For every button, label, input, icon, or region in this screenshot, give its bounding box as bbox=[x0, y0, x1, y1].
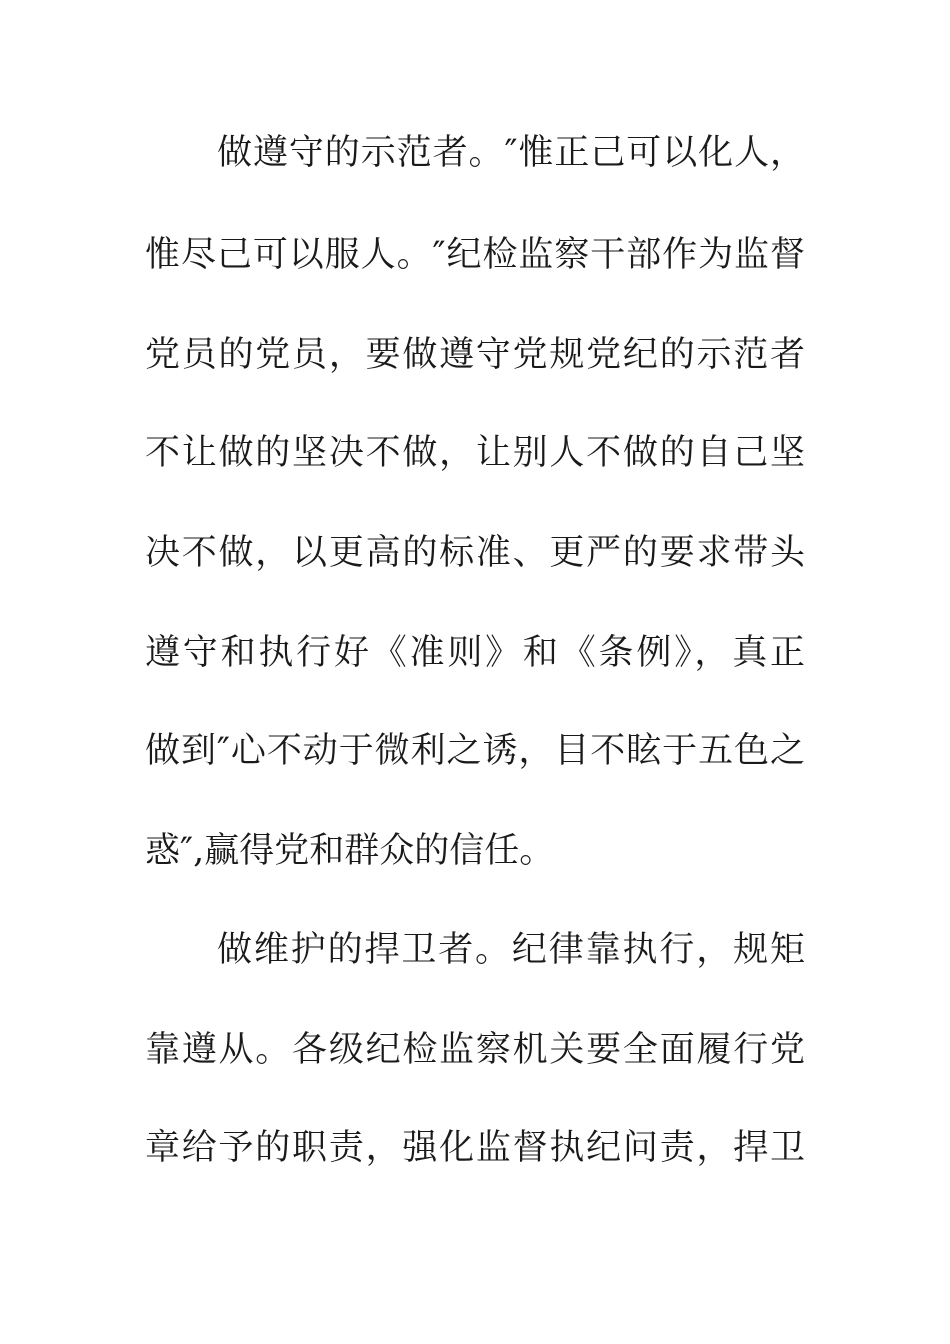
paragraph-2-line-3: 章给予的职责，强化监督执纪问责，捍卫 bbox=[145, 1128, 805, 1168]
paragraph-1-line-6: 遵守和执行好《准则》和《条例》，真正 bbox=[145, 633, 805, 673]
paragraph-1-line-8: 惑″,赢得党和群众的信任。 bbox=[145, 831, 555, 871]
paragraph-1-line-4: 不让做的坚决不做，让别人不做的自己坚 bbox=[145, 433, 805, 473]
paragraph-2-line-2: 靠遵从。各级纪检监察机关要全面履行党 bbox=[145, 1030, 805, 1070]
paragraph-1-line-3: 党员的党员，要做遵守党规党纪的示范者 bbox=[145, 335, 805, 375]
paragraph-1-line-7: 做到″心不动于微利之诱，目不眩于五色之 bbox=[145, 731, 805, 771]
paragraph-1-line-5: 决不做，以更高的标准、更严的要求带头 bbox=[145, 533, 805, 573]
paragraph-1-line-1: 做遵守的示范者。″惟正己可以化人， bbox=[217, 133, 805, 173]
paragraph-2-line-1: 做维护的捍卫者。纪律靠执行，规矩 bbox=[217, 930, 805, 970]
paragraph-1-line-2: 惟尽己可以服人。″纪检监察干部作为监督 bbox=[145, 235, 805, 275]
